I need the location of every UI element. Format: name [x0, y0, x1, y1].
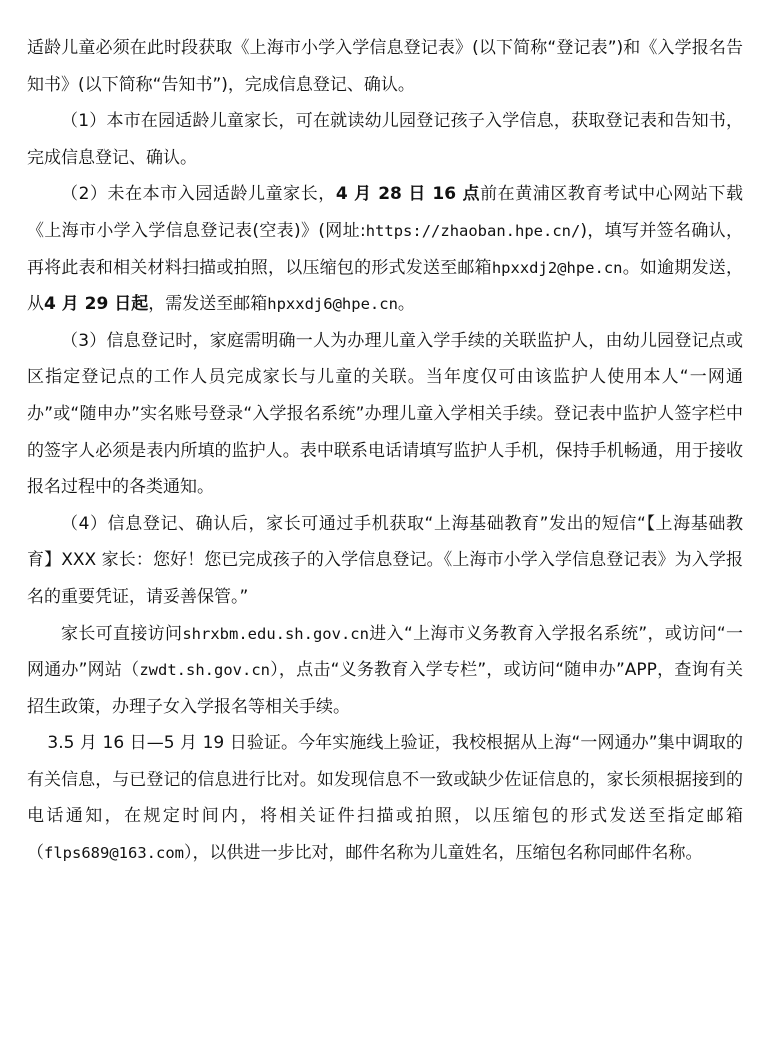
document-body: [27, 30, 743, 872]
item-2-email-2: hpxxdj6@hpe.cn: [267, 295, 398, 314]
paragraph-item-2: [27, 176, 743, 322]
item-2-text-3: )，填写并签名确认，再将此表和相关材料扫描或拍照，以压缩包的形式发送至邮箱: [27, 220, 744, 278]
item-2-text-2: 前在黄浦区教育考试中心网站下载《上海市小学入学信息登记表(空表)》(网址:: [27, 184, 743, 241]
access-site-1: shrxbm.edu.sh.gov.cn: [182, 624, 369, 643]
access-text-3: ），点击“义务教育入学专栏”，或访问“随申办”APP，查询有关招生政策，办理子女入学报名等相关手续。: [27, 660, 743, 717]
verification-text-1: 3.5 月 16 日—5 月 19 日验证。今年实施线上验证，我校根据从上海“一网通办”集中调取的有关信息，与已登记的信息进行比对。如发现信息不一致或缺少佐证信息的，家长须根据接到的电话通知，在规定时间内，将相关证件扫描或拍照，以压缩包的形式发送至指定邮箱（: [27, 733, 743, 864]
access-text-2: 进入“上海市义务教育入学报名系统”，或访问“一网通办”网站（: [27, 623, 744, 681]
item-2-late-date: 4 月 29 日起: [44, 294, 149, 315]
item-2-url: https://zhaoban.hpe.cn/: [365, 221, 581, 240]
verification-text-2: ），以供进一步比对，邮件名称为儿童姓名，压缩包名称同邮件名称。: [183, 843, 703, 864]
verification-email: flps689@163.com: [44, 844, 184, 863]
item-2-email-1: hpxxdj2@hpe.cn: [491, 258, 623, 277]
paragraph-item-1: （1）本市在园适龄儿童家长，可在就读幼儿园登记孩子入学信息，获取登记表和告知书，完成信息登记、确认。: [27, 111, 743, 168]
item-2-text-4: 。如逾期发送，从: [27, 257, 744, 315]
item-2-text-1: （2）未在本市入园适龄儿童家长，: [61, 184, 336, 205]
paragraph-registration-intro: 适龄儿童必须在此时段获取《上海市小学入学信息登记表》(以下简称“登记表”)和《入学报名告知书》(以下简称“告知书”)，完成信息登记、确认。: [27, 38, 743, 95]
access-site-2: zwdt.sh.gov.cn: [139, 661, 270, 680]
paragraph-item-4: （4）信息登记、确认后，家长可通过手机获取“上海基础教育”发出的短信“【上海基础教育】XXX 家长：您好！您已完成孩子的入学信息登记。《上海市小学入学信息登记表》为入学报名的重要凭证，请妥善保管。”: [27, 513, 743, 607]
paragraph-online-access: [27, 616, 743, 726]
item-2-text-5: ，需发送至邮箱: [148, 294, 268, 315]
access-text-1: 家长可直接访问: [61, 623, 183, 644]
paragraph-verification: [27, 725, 743, 871]
paragraph-item-3: （3）信息登记时，家庭需明确一人为办理儿童入学手续的关联监护人，由幼儿园登记点或区指定登记点的工作人员完成家长与儿童的关联。当年度仅可由该监护人使用本人“一网通办”或“随申办”实名账号登录“入学报名系统”办理儿童入学相关手续。登记表中监护人签字栏中的签字人必须是表内所填的监护人。表中联系电话请填写监护人手机，保持手机畅通，用于接收报名过程中的各类通知。: [27, 330, 743, 498]
item-2-text-6: 。: [397, 294, 415, 315]
item-2-deadline: 4 月 28 日 16 点: [335, 184, 481, 205]
